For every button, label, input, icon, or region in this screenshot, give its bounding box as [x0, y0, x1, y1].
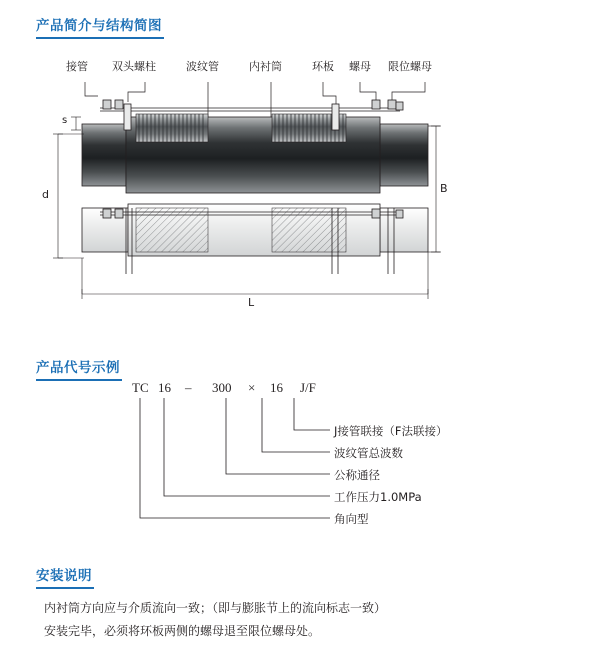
section-title-intro-text: 产品简介与结构简图 [36, 18, 162, 34]
callout-label-0: 接管 [66, 60, 88, 73]
code-token-5: 16 [270, 380, 283, 395]
callout-label-6: 限位螺母 [388, 60, 432, 73]
section-title-code [36, 356, 122, 381]
code-description-4: 角向型 [334, 512, 369, 526]
callout-label-1: 双头螺柱 [112, 60, 156, 73]
section-title-intro [36, 14, 164, 39]
section-title-install [36, 564, 94, 589]
section-title-install-text: 安装说明 [36, 568, 92, 584]
dimension-label-b: B [440, 182, 448, 195]
code-token-6: J/F [300, 380, 316, 395]
section-title-code-text: 产品代号示例 [36, 360, 120, 376]
code-description-1: 波纹管总波数 [334, 446, 403, 460]
code-token-0: TC [132, 380, 149, 395]
code-description-3: 工作压力1.0MPa [334, 490, 422, 504]
callout-label-5: 螺母 [349, 60, 371, 73]
callout-label-3: 内衬筒 [249, 60, 282, 73]
code-description-0: J接管联接（F法联接） [334, 424, 448, 438]
dimension-label-l: L [248, 296, 255, 309]
product-code-example [40, 380, 560, 540]
code-token-1: 16 [158, 380, 171, 395]
code-token-3: 300 [212, 380, 232, 395]
install-line-0: 内衬筒方向应与介质流向一致；（即与膨胀节上的流向标志一致） [44, 601, 387, 615]
code-token-4: × [248, 380, 256, 395]
structure-drawing [40, 62, 560, 322]
structure-drawing-svg [40, 62, 560, 322]
title-underline [36, 37, 164, 39]
dimension-label-d: d [42, 188, 49, 201]
code-description-2: 公称通径 [334, 468, 380, 482]
dimension-label-s: s [62, 115, 68, 126]
callout-label-4: 环板 [312, 60, 334, 73]
callout-label-2: 波纹管 [186, 60, 219, 73]
title-underline [36, 587, 94, 589]
code-token-2: – [185, 380, 192, 395]
install-instructions [44, 600, 564, 646]
install-line-1: 安装完毕，必须将环板两侧的螺母退至限位螺母处。 [44, 624, 321, 638]
code-leader-lines [40, 380, 560, 540]
